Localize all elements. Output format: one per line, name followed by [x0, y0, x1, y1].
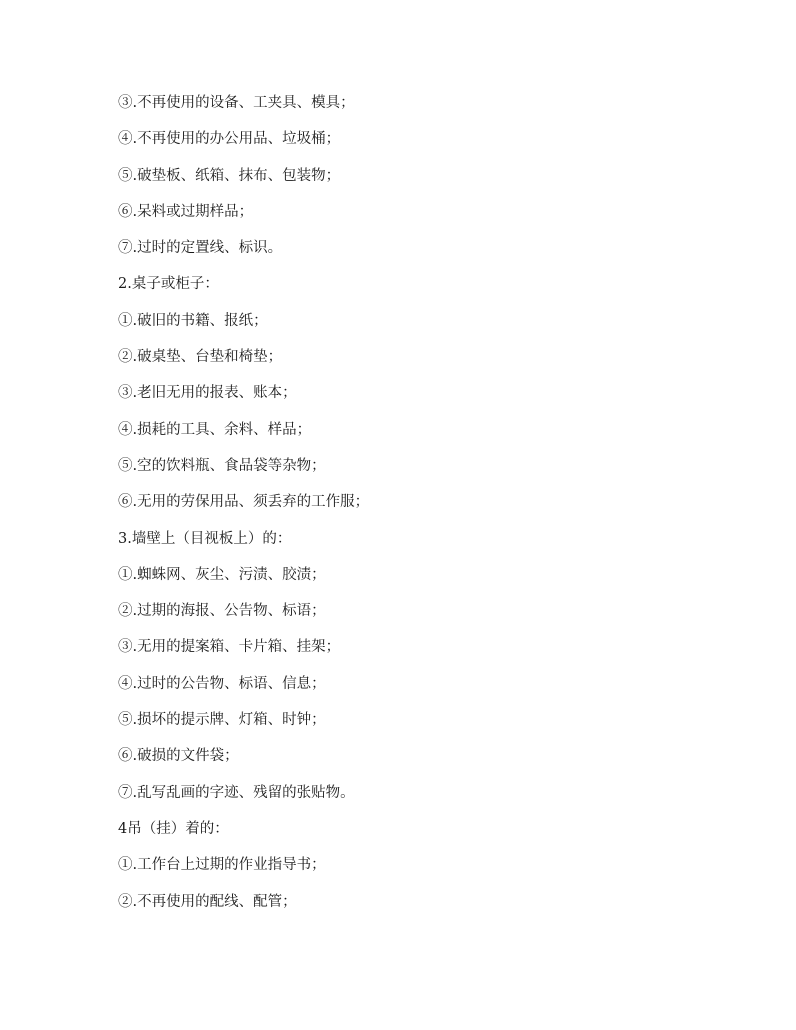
section-heading: 4吊（挂）着的：: [118, 820, 229, 837]
text-line: ⑦.乱写乱画的字迹、残留的张贴物。: [118, 784, 355, 801]
text-line: ③.老旧无用的报表、账本；: [118, 385, 297, 402]
text-line: ⑤.空的饮料瓶、食品袋等杂物；: [118, 457, 326, 474]
text-line: ④.不再使用的办公用品、垃圾桶；: [118, 131, 341, 148]
text-line: ④.过时的公告物、标语、信息；: [118, 675, 326, 692]
section-heading: 2.桌子或柜子：: [118, 276, 219, 293]
text-line: ①.破旧的书籍、报纸；: [118, 312, 268, 329]
text-line: ②.破桌垫、台垫和椅垫；: [118, 349, 283, 366]
text-line: ⑥.呆料或过期样品；: [118, 203, 254, 220]
text-line: ⑤.损坏的提示牌、灯箱、时钟；: [118, 712, 326, 729]
text-line: ①.工作台上过期的作业指导书；: [118, 857, 326, 874]
text-line: ⑥.破损的文件袋；: [118, 748, 239, 765]
section-heading: 3.墙壁上（目视板上）的：: [118, 530, 292, 547]
text-line: ③.无用的提案箱、卡片箱、挂架；: [118, 639, 341, 656]
text-line: ②.过期的海报、公告物、标语；: [118, 603, 326, 620]
document-body: [118, 90, 738, 925]
text-line: ⑥.无用的劳保用品、须丢弃的工作服；: [118, 494, 370, 511]
text-line: ②.不再使用的配线、配管；: [118, 893, 297, 910]
text-line: ④.损耗的工具、余料、样品；: [118, 421, 312, 438]
text-line: ③.不再使用的设备、工夹具、模具；: [118, 95, 355, 111]
text-line: ⑤.破垫板、纸箱、抹布、包装物；: [118, 167, 341, 184]
text-line: ①.蜘蛛网、灰尘、污渍、胶渍；: [118, 566, 326, 583]
text-line: ⑦.过时的定置线、标识。: [118, 240, 283, 257]
